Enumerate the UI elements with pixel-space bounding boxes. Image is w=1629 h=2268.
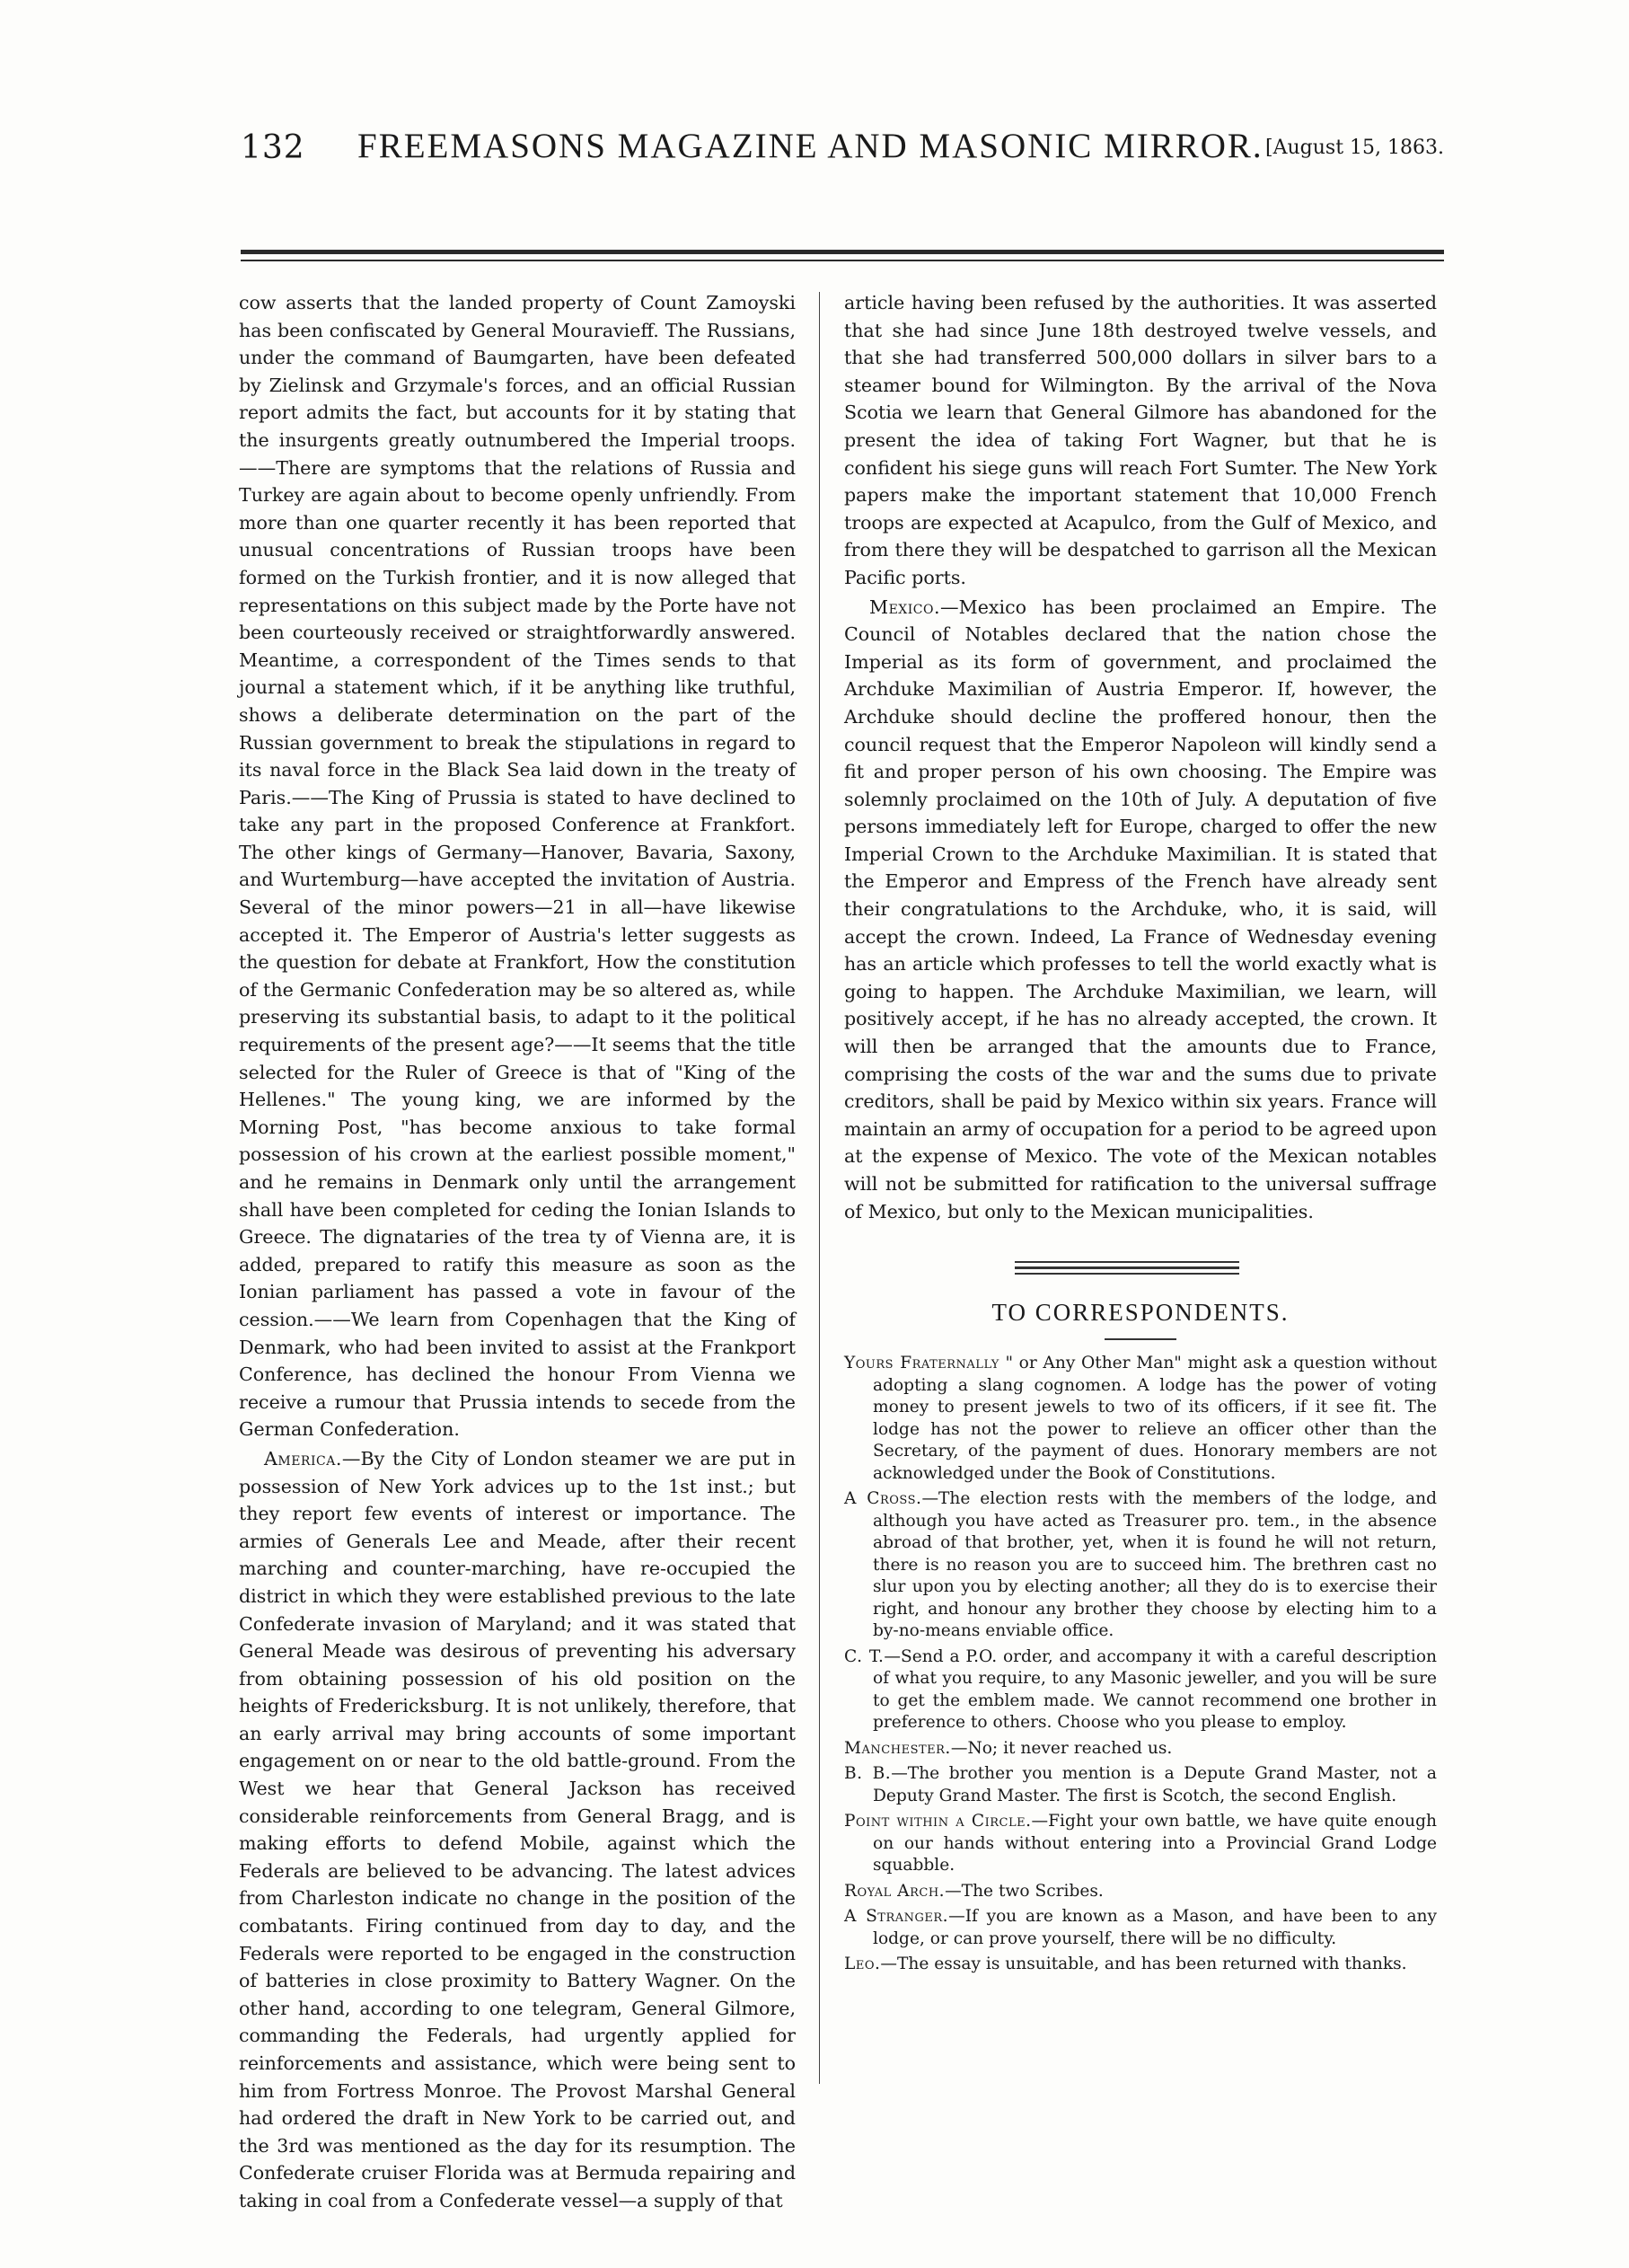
heading-underline	[1105, 1338, 1176, 1340]
correspondent-answer: —If you are known as a Mason, and have been to any lodge, or can prove yourself, there will be no difficulty.	[873, 1907, 1438, 1948]
correspondents-list	[844, 1353, 1437, 1980]
correspondent-name: Point within a Circle.	[844, 1812, 1032, 1831]
correspondent-entry	[844, 1763, 1437, 1807]
correspondent-name: Yours Fraternally	[844, 1354, 999, 1372]
correspondent-name: Manchester.	[844, 1738, 951, 1758]
issue-date: [August 15, 1863.	[1265, 137, 1444, 159]
correspondent-name: C. T.	[844, 1646, 885, 1666]
mexico-lead: Mexico.	[869, 596, 941, 618]
correspondent-entry	[844, 1954, 1437, 1976]
header-rule-thin	[241, 260, 1444, 261]
correspondent-entry	[844, 1488, 1437, 1643]
correspondent-entry	[844, 1738, 1437, 1761]
correspondent-entry	[844, 1881, 1437, 1903]
correspondent-entry	[844, 1906, 1437, 1950]
america-lead: America.	[264, 1447, 342, 1469]
correspondents-heading: TO CORRESPONDENTS.	[991, 1299, 1290, 1326]
masthead-title: FREEMASONS MAGAZINE AND MASONIC MIRROR.	[357, 127, 1264, 165]
correspondent-name: A Cross.	[844, 1489, 922, 1508]
correspondent-entry	[844, 1811, 1437, 1877]
correspondent-answer: —The election rests with the members of the lodge, and although you have acted as Treasurer pro. tem., in the absence abroad of that brother, yet, when it is found he will not return, there is no reason you are to succeed him. The brethren cast no slur upon you by electing another; all they do is to exercise their right, and honour any brother they choose by electing him to a by-no-means enviable office.	[873, 1489, 1437, 1640]
right-column	[844, 289, 1437, 1225]
column-divider	[819, 292, 820, 2084]
mexico-text: —Mexico has been proclaimed an Empire. The Council of Notables declared that the nation chose the Imperial as its form of government, and proclaimed the Archduke Maximilian of Austria Emperor. If, however, the Archduke should decline the proffered honour, then the council request that the Emperor Napoleon will kindly send a fit and proper person of his own choosing. The Empire was solemnly proclaimed on the 10th of July. A deputation of five persons immediately left for Europe, charged to offer the new Imperial Crown to the Archduke Maximilian. It is stated that the Emperor and Empress of the French have already sent their congratulations to the Archduke, who, it is said, will accept the crown. Indeed, La France of Wednesday evening has an article which professes to tell the world exactly what is going to happen. The Archduke Maximilian, we learn, will positively accept, if he has no already accepted, the crown. It will then be arranged that the amounts due to France, comprising the costs of the war and the sums due to private creditors, shall be paid by Mexico within six years. France will maintain an army of occupation for a period to be agreed upon at the expense of Mexico. The vote of the Mexican notables will not be submitted for ratification to the universal suffrage of Mexico, but only to the Mexican municipalities.	[844, 596, 1437, 1222]
news-paragraph-mexico	[844, 594, 1437, 1226]
correspondent-name: Leo.	[844, 1955, 881, 1973]
page-number: 132	[241, 129, 305, 166]
news-paragraph-europe: cow asserts that the landed property of Count Zamoyski has been confiscated by General Mouravieff. The Russians, under the command of Baumgarten, have been defeated by Zielinsk and Grzymale's forces, and an official Russian report admits the fact, but accounts for it by stating that the insurgents greatly outnumbered the Imperial troops.——There are symptoms that the relations of Russia and Turkey are again about to become openly unfriendly. From more than one quarter recently it has been reported that unusual concentrations of Russian troops have been formed on the Turkish frontier, and it is now alleged that representations on this subject made by the Porte have not been courteously received or straightforwardly answered. Meantime, a correspondent of the Times sends to that journal a statement which, if it be anything like truthful, shows a deliberate determination on the part of the Russian government to break the stipulations in regard to its naval force in the Black Sea laid down in the treaty of Paris.——The King of Prussia is stated to have declined to take any part in the proposed Conference at Frankfort. The other kings of Germany—Hanover, Bavaria, Saxony, and Wurtemburg—have accepted the invitation of Austria. Several of the minor powers—21 in all—have likewise accepted it. The Emperor of Austria's letter suggests as the question for debate at Frankfort, How the constitution of the Germanic Confederation may be so altered as, while preserving its substantial basis, to adapt to it the political requirements of the present age?——It seems that the title selected for the Ruler of Greece is that of "King of the Hellenes." The young king, we are informed by the Morning Post, "has become anxious to take formal possession of his crown at the earliest possible moment," and he remains in Denmark only until the arrangement shall have been completed for ceding the Ionian Islands to Greece. The dignataries of the trea ty of Vienna are, it is added, prepared to ratify this measure as soon as the Ionian parliament has passed a vote in favour of the cession.——We learn from Copenhagen that the King of Denmark, who had been invited to assist at the Frankport Conference, has declined the honour From Vienna we receive a rumour that Prussia intends to secede from the German Confederation.	[239, 292, 796, 1441]
news-paragraph-america	[239, 1445, 796, 2215]
correspondent-answer: —Send a P.O. order, and accompany it with a careful description of what you require, to any Masonic jeweller, and you will be sure to get the emblem made. We cannot recommend one brother in preference to others. Choose who you please to employ.	[873, 1646, 1437, 1732]
correspondent-answer: —No; it never reached us.	[950, 1738, 1173, 1758]
section-ornament	[1015, 1258, 1239, 1278]
correspondent-entry	[844, 1646, 1437, 1734]
correspondent-answer: —The brother you mention is a Depute Grand Master, not a Deputy Grand Master. The first is Scotch, the second English.	[873, 1764, 1437, 1805]
header-rule-thick	[241, 250, 1444, 254]
correspondent-answer: —The two Scribes.	[945, 1881, 1104, 1901]
correspondent-entry	[844, 1353, 1437, 1485]
page-header	[241, 124, 1444, 178]
correspondent-answer: " or Any Other Man" might ask a question without adopting a slang cognomen. A lodge has the power of voting money to present jewels to two of its officers, if it see fit. The lodge has not the power to relieve an officer other than the Secretary, of the payment of dues. Honorary members are not acknowledged under the Book of Constitutions.	[873, 1354, 1437, 1483]
left-column	[239, 289, 796, 2215]
correspondent-answer: —Fight your own battle, we have quite enough on our hands without entering into a Provincial Grand Lodge squabble.	[873, 1812, 1438, 1875]
correspondent-name: Royal Arch.	[844, 1881, 946, 1901]
news-paragraph-continued: article having been refused by the authorities. It was asserted that she had since June 18th destroyed twelve vessels, and that she had transferred 500,000 dollars in silver bars to a steamer bound for Wilmington. By the arrival of the Nova Scotia we learn that General Gilmore has abandoned for the present the idea of taking Fort Wagner, but that he is confident his siege guns will reach Fort Sumter. The New York papers make the important statement that 10,000 French troops are expected at Acapulco, from the Gulf of Mexico, and from there they will be despatched to garrison all the Mexican Pacific ports.	[844, 292, 1437, 588]
america-text: —By the City of London steamer we are put in possession of New York advices up to the 1st inst.; but they report few events of interest or importance. The armies of Generals Lee and Meade, after their recent marching and counter-marching, have re-occupied the district in which they were established previous to the late Confederate invasion of Maryland; and it was stated that General Meade was desirous of preventing his adversary from obtaining possession of his old position on the heights of Fredericksburg. It is not unlikely, therefore, that an early arrival may bring accounts of some important engagement on or near to the old battle-ground. From the West we hear that General Jackson has received considerable reinforcements from General Bragg, and is making efforts to defend Mobile, against which the Federals are believed to be advancing. The latest advices from Charleston indicate no change in the position of the combatants. Firing continued from day to day, and the Federals were reported to be engaged in the construction of batteries in close proximity to Battery Wagner. On the other hand, according to one telegram, General Gilmore, commanding the Federals, had urgently applied for reinforcements and assistance, which were being sent to him from Fortress Monroe. The Provost Marshal General had ordered the draft in New York to be carried out, and the 3rd was mentioned as the day for its resumption. The Confederate cruiser Florida was at Bermuda repairing and taking in coal from a Confederate vessel—a supply of that	[239, 1447, 796, 2211]
correspondent-answer: —The essay is unsuitable, and has been returned with thanks.	[880, 1955, 1407, 1973]
correspondent-name: B. B.	[844, 1764, 892, 1783]
correspondent-name: A Stranger.	[844, 1907, 949, 1926]
